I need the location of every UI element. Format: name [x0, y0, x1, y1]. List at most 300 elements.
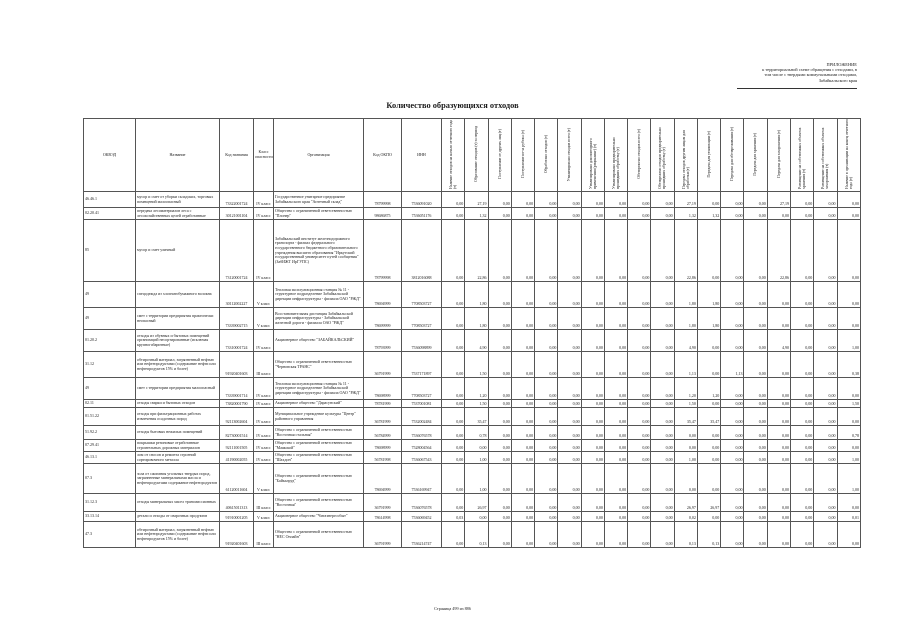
table-row — [84, 408, 861, 426]
cell-value: 22,86 — [767, 220, 790, 282]
cell-value: 0,00 — [581, 426, 604, 440]
cell-value: 1,20 — [697, 378, 720, 400]
cell-value: 4,90 — [767, 330, 790, 352]
cell-value: 1,00 — [674, 452, 697, 464]
cell-value: 0,00 — [697, 330, 720, 352]
cell-value: 0,00 — [744, 494, 767, 512]
cell-org: Общество с ограниченной ответственностью "НЕС Онлайн" — [274, 522, 364, 548]
cell-inn: 7532002484 — [402, 408, 442, 426]
cell-value: 0,00 — [511, 522, 534, 548]
cell-code: 73339002715 — [220, 308, 254, 330]
cell-inn: 7536076578 — [402, 494, 442, 512]
cell-hazard: IV класс — [254, 330, 274, 352]
cell-value: 0,00 — [442, 208, 465, 220]
page-number: Страница 499 из 886 — [434, 606, 471, 611]
column-header — [558, 119, 581, 192]
cell-value: 0,00 — [581, 452, 604, 464]
cell-value: 0,00 — [581, 494, 604, 512]
cell-value: 0,00 — [837, 494, 860, 512]
cell-value: 35,47 — [465, 408, 488, 426]
cell-okved: 07.3 — [84, 464, 136, 494]
cell-code: 91920401603 — [220, 352, 254, 378]
cell-value: 0,00 — [744, 192, 767, 208]
cell-value: 0,00 — [721, 426, 744, 440]
cell-org: Общество с ограниченной ответственностью "Черновская ТРАНС" — [274, 352, 364, 378]
cell-value: 0,00 — [558, 282, 581, 308]
cell-value: 0,00 — [767, 452, 790, 464]
cell-value: 0,00 — [790, 192, 813, 208]
cell-value: 0,00 — [558, 494, 581, 512]
table-row — [84, 440, 861, 452]
cell-okved: 02.20.41 — [84, 208, 136, 220]
cell-okved: 01.20.2 — [84, 330, 136, 352]
cell-value: 0,00 — [558, 464, 581, 494]
cell-value: 0,00 — [628, 464, 651, 494]
cell-value: 0,00 — [628, 352, 651, 378]
cell-value: 26,97 — [674, 494, 697, 512]
cell-value: 0,00 — [744, 426, 767, 440]
cell-value: 0,78 — [465, 426, 488, 440]
cell-value: 0,00 — [767, 208, 790, 220]
cell-okved: 33.13.14 — [84, 512, 136, 522]
cell-value: 0,00 — [628, 220, 651, 282]
cell-code: 73339001714 — [220, 378, 254, 400]
cell-value: 0,00 — [767, 400, 790, 408]
cell-value: 0,00 — [442, 378, 465, 400]
cell-code: 73322001724 — [220, 192, 254, 208]
cell-value: 0,00 — [558, 408, 581, 426]
cell-value: 0,00 — [721, 220, 744, 282]
cell-value: 0,00 — [814, 192, 837, 208]
cell-value: 0,00 — [744, 220, 767, 282]
cell-value: 0,00 — [697, 426, 720, 440]
cell-value: 0,00 — [488, 464, 511, 494]
column-header-label: Размещение на собственных объектах захоронения (т) — [821, 127, 830, 190]
appendix-line: Забайкальского края — [818, 77, 857, 83]
cell-value: 0,00 — [581, 408, 604, 426]
table-row — [84, 330, 861, 352]
cell-value: 0,00 — [558, 352, 581, 378]
cell-okpo: 98686875 — [364, 208, 402, 220]
cell-name: отходы минеральных масел трансмиссионных — [136, 494, 220, 512]
cell-value: 0,00 — [581, 522, 604, 548]
cell-code: 73820001790 — [220, 400, 254, 408]
cell-value: 0,00 — [442, 522, 465, 548]
cell-value: 1,80 — [465, 308, 488, 330]
column-header-label: Обезврежено отходов всего (т) — [637, 129, 642, 180]
cell-value: 0,00 — [790, 400, 813, 408]
cell-inn: 7537001081 — [402, 400, 442, 408]
cell-value: 1,80 — [697, 308, 720, 330]
cell-value: 0,00 — [604, 426, 627, 440]
cell-org: Государственное унитарное предприятие Забайкальского края "Аптечный склад" — [274, 192, 364, 208]
column-header — [814, 119, 837, 192]
column-header-label: Наличие в организации на конец отчетного года (т) — [844, 119, 853, 190]
cell-okved: 49 — [84, 282, 136, 308]
table-row — [84, 282, 861, 308]
cell-value: 0,00 — [581, 378, 604, 400]
cell-value: 0,00 — [488, 208, 511, 220]
cell-value: 1,32 — [697, 208, 720, 220]
cell-value: 0,00 — [488, 522, 511, 548]
cell-value: 0,00 — [837, 208, 860, 220]
cell-value: 0,00 — [790, 208, 813, 220]
cell-value: 0,00 — [535, 220, 558, 282]
cell-value: 0,00 — [721, 378, 744, 400]
table-row — [84, 308, 861, 330]
cell-inn: 7708503727 — [402, 378, 442, 400]
cell-value: 0,00 — [488, 282, 511, 308]
cell-value: 1,80 — [465, 282, 488, 308]
cell-code: 41190002055 — [220, 452, 254, 464]
cell-value: 0,00 — [535, 512, 558, 522]
column-header: Организация — [274, 119, 364, 192]
cell-value: 0,00 — [465, 512, 488, 522]
cell-value: 0,00 — [511, 208, 534, 220]
cell-value: 0,00 — [744, 464, 767, 494]
cell-inn: 7536091020 — [402, 192, 442, 208]
cell-org: Общество с ограниченной ответственностью "Восточная стальная" — [274, 426, 364, 440]
cell-value: 0,02 — [674, 512, 697, 522]
cell-value: 0,00 — [558, 330, 581, 352]
cell-value: 0,00 — [814, 400, 837, 408]
cell-value: 1,80 — [674, 282, 697, 308]
cell-value: 0,00 — [511, 308, 534, 330]
cell-value: 1,80 — [697, 282, 720, 308]
cell-value: 22,86 — [465, 220, 488, 282]
cell-inn: 7536067543 — [402, 452, 442, 464]
cell-inn: 7536098899 — [402, 330, 442, 352]
column-header — [488, 119, 511, 192]
cell-value: 0,00 — [697, 464, 720, 494]
cell-value: 0,00 — [604, 464, 627, 494]
cell-org: Общество с ограниченной ответственностью "Плонер" — [274, 208, 364, 220]
cell-value: 0,00 — [442, 452, 465, 464]
cell-value: 0,00 — [651, 400, 674, 408]
cell-value: 0,00 — [790, 464, 813, 494]
cell-value: 0,00 — [744, 352, 767, 378]
cell-value: 0,00 — [767, 352, 790, 378]
cell-value: 0,00 — [628, 308, 651, 330]
cell-org: Общество с ограниченной ответственностью "Байкалруд" — [274, 464, 364, 494]
cell-value: 0,00 — [790, 308, 813, 330]
cell-value: 0,00 — [628, 400, 651, 408]
cell-value: 1,00 — [837, 464, 860, 494]
cell-value: 0,00 — [604, 522, 627, 548]
cell-value: 0,00 — [674, 440, 697, 452]
cell-value: 0,13 — [465, 522, 488, 548]
cell-value: 0,00 — [628, 494, 651, 512]
cell-value: 0,00 — [721, 308, 744, 330]
cell-value: 0,00 — [535, 440, 558, 452]
cell-value: 0,00 — [767, 464, 790, 494]
cell-inn: 3812016088 — [402, 220, 442, 282]
column-header — [604, 119, 627, 192]
cell-hazard: IV класс — [254, 408, 274, 426]
cell-code: 92111001505 — [220, 440, 254, 452]
cell-value: 0,03 — [442, 512, 465, 522]
cell-value: 0,00 — [442, 426, 465, 440]
cell-value: 35,47 — [697, 408, 720, 426]
appendix-line: ПРИЛОЖЕНИЕ — [826, 62, 857, 67]
cell-okved: 49 — [84, 308, 136, 330]
cell-hazard: III класс — [254, 522, 274, 548]
cell-value: 1,20 — [674, 378, 697, 400]
column-header: Название — [136, 119, 220, 192]
cell-hazard: V класс — [254, 282, 274, 308]
cell-value: 0,00 — [721, 330, 744, 352]
cell-org: Тепловая эксплуатационная станция № 11 - структурное подразделение Забайкальской дирекции инфраструктуры - филиала ОАО "РЖД" — [274, 282, 364, 308]
cell-value: 0,00 — [628, 522, 651, 548]
cell-value: 0,00 — [558, 308, 581, 330]
cell-value: 0,00 — [511, 408, 534, 426]
cell-value: 0,00 — [767, 282, 790, 308]
cell-value: 0,00 — [535, 192, 558, 208]
cell-value: 1,00 — [465, 464, 488, 494]
cell-value: 0,00 — [535, 426, 558, 440]
cell-value: 1,00 — [837, 330, 860, 352]
waste-table — [83, 118, 861, 548]
cell-hazard: IV класс — [254, 426, 274, 440]
cell-value: 0,00 — [604, 408, 627, 426]
column-header — [837, 119, 860, 192]
cell-hazard: IV класс — [254, 452, 274, 464]
cell-value: 0,13 — [697, 522, 720, 548]
cell-inn: 7536051176 — [402, 208, 442, 220]
cell-value: 0,00 — [488, 512, 511, 522]
cell-okpo: 78614998 — [364, 512, 402, 522]
cell-value: 0,00 — [790, 220, 813, 282]
cell-value: 0,00 — [488, 494, 511, 512]
cell-value: 27,19 — [767, 192, 790, 208]
cell-value: 0,00 — [535, 352, 558, 378]
cell-value: 0,00 — [511, 282, 534, 308]
cell-value: 0,00 — [511, 400, 534, 408]
cell-name: отходы сварки и бытовых отходов — [136, 400, 220, 408]
cell-value: 0,00 — [721, 400, 744, 408]
column-header — [674, 119, 697, 192]
cell-name: смет с территории предприятия малоопасный — [136, 378, 220, 400]
cell-inn: 7536214747 — [402, 522, 442, 548]
cell-value: 0,00 — [721, 192, 744, 208]
cell-value: 0,00 — [651, 426, 674, 440]
cell-value: 0,00 — [767, 512, 790, 522]
cell-value: 0,00 — [511, 452, 534, 464]
cell-okved: 07.29.41 — [84, 440, 136, 452]
cell-value: 0,00 — [442, 330, 465, 352]
cell-value: 0,00 — [697, 440, 720, 452]
cell-code: 91910001205 — [220, 512, 254, 522]
cell-okved: 46.13.1 — [84, 452, 136, 464]
cell-name: обтирочный материал, загрязненный нефтью или нефтепродуктами (содержание нефти или нефтепродуктов 15% и более) — [136, 522, 220, 548]
cell-value: 0,00 — [814, 220, 837, 282]
cell-value: 0,00 — [558, 440, 581, 452]
cell-org: Акционерное общество "Дарасунский" — [274, 400, 364, 408]
cell-value: 0,00 — [744, 522, 767, 548]
cell-value: 1,32 — [465, 208, 488, 220]
cell-value: 0,00 — [604, 330, 627, 352]
cell-hazard: IV класс — [254, 440, 274, 452]
column-header — [465, 119, 488, 192]
cell-value: 0,00 — [651, 522, 674, 548]
cell-value: 1,50 — [465, 352, 488, 378]
cell-value: 0,00 — [604, 400, 627, 408]
column-header-label: Утилизировано предварительно прошедших обработку (т) — [611, 137, 620, 190]
column-header-label: Передача для захоронения (т) — [776, 130, 781, 179]
cell-value: 0,00 — [488, 400, 511, 408]
cell-value: 0,00 — [651, 452, 674, 464]
cell-value: 0,00 — [674, 464, 697, 494]
cell-value: 0,00 — [697, 352, 720, 378]
cell-value: 0,00 — [814, 208, 837, 220]
cell-okpo: 36781999 — [364, 408, 402, 426]
cell-value: 0,00 — [697, 400, 720, 408]
cell-okpo: 78781999 — [364, 400, 402, 408]
cell-value: 1,00 — [465, 452, 488, 464]
cell-value: 0,00 — [744, 452, 767, 464]
column-header: ОКВЭД — [84, 119, 136, 192]
cell-value: 0,00 — [837, 378, 860, 400]
cell-value: 26,97 — [465, 494, 488, 512]
cell-value: 0,00 — [604, 208, 627, 220]
cell-org: Акционерное общество "Читаэнергосбыт" — [274, 512, 364, 522]
column-header-label: Утилизировано для повторного применения (рециклинг) (т) — [588, 138, 597, 190]
cell-value: 0,00 — [814, 378, 837, 400]
cell-value: 0,00 — [651, 308, 674, 330]
cell-value: 1,50 — [674, 400, 697, 408]
cell-code: 40615011313 — [220, 494, 254, 512]
document-title: Количество образующихся отходов — [386, 101, 519, 110]
cell-value: 0,00 — [511, 192, 534, 208]
cell-value: 0,00 — [814, 426, 837, 440]
cell-value: 0,00 — [837, 522, 860, 548]
header-row — [84, 119, 861, 192]
cell-org: Общество с ограниченной ответственностью "Шахдон" — [274, 452, 364, 464]
cell-org: Акционерное общество "ЗАБАЙКАЛЬСКИЙ" — [274, 330, 364, 352]
cell-value: 0,00 — [651, 494, 674, 512]
cell-okpo: 78698999 — [364, 440, 402, 452]
cell-value: 0,00 — [488, 220, 511, 282]
cell-value: 0,00 — [814, 330, 837, 352]
cell-value: 0,00 — [511, 464, 534, 494]
cell-value: 0,00 — [744, 330, 767, 352]
cell-value: 22,86 — [674, 220, 697, 282]
column-header-label: Образование отходов (т) за период — [474, 126, 479, 183]
cell-value: 0,00 — [558, 452, 581, 464]
cell-value: 0,00 — [535, 208, 558, 220]
table-row — [84, 522, 861, 548]
cell-value: 0,00 — [511, 494, 534, 512]
column-header-label: Обработано отходов (т) — [544, 135, 549, 174]
cell-value: 0,00 — [767, 522, 790, 548]
cell-value: 0,00 — [581, 192, 604, 208]
cell-value: 0,00 — [744, 400, 767, 408]
cell-value: 0,00 — [721, 408, 744, 426]
cell-value: 0,00 — [581, 400, 604, 408]
cell-okpo: 78694999 — [364, 282, 402, 308]
cell-value: 1,13 — [674, 352, 697, 378]
cell-value: 0,00 — [721, 452, 744, 464]
cell-value: 0,78 — [837, 426, 860, 440]
cell-value: 0,38 — [837, 352, 860, 378]
cell-hazard: IV класс — [254, 400, 274, 408]
cell-value: 0,00 — [465, 440, 488, 452]
cell-name: мусор и смет от уборки складских, торговых помещений малоопасный — [136, 192, 220, 208]
cell-value: 0,00 — [721, 440, 744, 452]
cell-value: 0,00 — [744, 440, 767, 452]
cell-value: 0,00 — [535, 400, 558, 408]
cell-value: 0,00 — [744, 308, 767, 330]
cell-value: 1,32 — [674, 208, 697, 220]
cell-value: 0,00 — [488, 452, 511, 464]
cell-value: 0,00 — [697, 192, 720, 208]
column-header — [767, 119, 790, 192]
cell-value: 0,00 — [790, 408, 813, 426]
cell-value: 0,00 — [442, 400, 465, 408]
cell-hazard: V класс — [254, 308, 274, 330]
cell-value: 0,00 — [651, 208, 674, 220]
cell-value: 26,97 — [697, 494, 720, 512]
cell-value: 0,00 — [558, 192, 581, 208]
cell-value: 0,00 — [558, 522, 581, 548]
cell-okpo: 36791999 — [364, 352, 402, 378]
cell-value: 0,00 — [628, 282, 651, 308]
cell-value: 0,00 — [767, 378, 790, 400]
cell-value: 0,00 — [628, 452, 651, 464]
table-body — [84, 192, 861, 548]
cell-value: 0,00 — [488, 308, 511, 330]
cell-value: 0,00 — [535, 308, 558, 330]
cell-value: 0,00 — [581, 464, 604, 494]
cell-value: 0,00 — [511, 330, 534, 352]
cell-value: 0,00 — [442, 440, 465, 452]
cell-value: 0,00 — [488, 408, 511, 426]
cell-value: 0,00 — [604, 494, 627, 512]
cell-value: 0,00 — [581, 440, 604, 452]
cell-code: 91920401603 — [220, 522, 254, 548]
cell-value: 1,80 — [674, 308, 697, 330]
cell-okpo: 78698999 — [364, 378, 402, 400]
cell-value: 0,00 — [604, 378, 627, 400]
cell-org: Муниципальное учреждение культуры "Центр" районного управления — [274, 408, 364, 426]
cell-value: 0,00 — [581, 352, 604, 378]
cell-value: 0,00 — [581, 208, 604, 220]
cell-value: 0,00 — [581, 308, 604, 330]
column-header — [442, 119, 465, 192]
cell-value: 0,00 — [814, 494, 837, 512]
cell-value: 0,00 — [604, 220, 627, 282]
column-header — [581, 119, 604, 192]
column-header — [697, 119, 720, 192]
cell-value: 0,00 — [628, 208, 651, 220]
cell-name: передача лесоматериалов леса с лесохозяйственных целей отработанные — [136, 208, 220, 220]
cell-name: смет с территории предприятия практически неопасный — [136, 308, 220, 330]
cell-value: 0,00 — [628, 426, 651, 440]
cell-name: отходы при фильтрационных работах извлечения осадочных пород — [136, 408, 220, 426]
cell-value: 0,00 — [814, 282, 837, 308]
cell-okved: 49 — [84, 378, 136, 400]
cell-value: 0,00 — [535, 494, 558, 512]
cell-value: 0,00 — [442, 464, 465, 494]
cell-value: 0,00 — [535, 282, 558, 308]
cell-code: 92113002604 — [220, 408, 254, 426]
column-header — [721, 119, 744, 192]
cell-value: 0,00 — [674, 426, 697, 440]
cell-value: 0,00 — [814, 352, 837, 378]
cell-okved: 02.11 — [84, 400, 136, 408]
cell-okpo: 78799998 — [364, 192, 402, 208]
table-row — [84, 192, 861, 208]
